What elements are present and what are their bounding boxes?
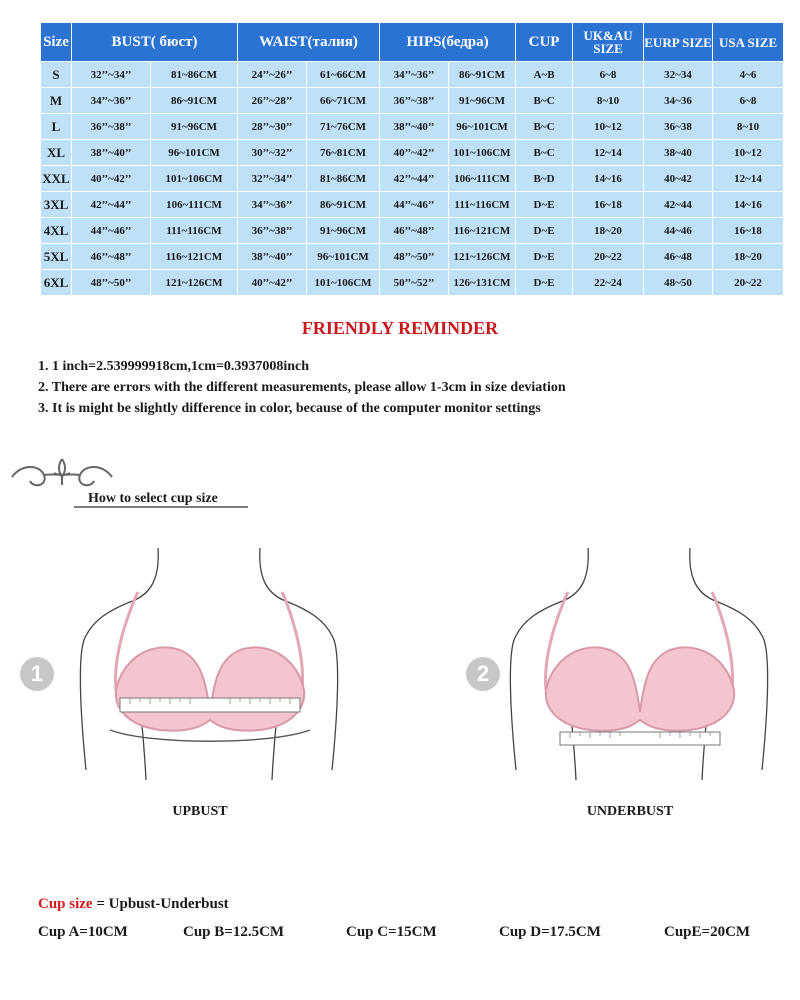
table-row [41, 166, 783, 191]
size-chart-table [40, 22, 784, 296]
table-cell: 86~91CM [307, 192, 379, 217]
table-cell: 42’’~44’’ [72, 192, 150, 217]
table-cell: 36’’~38’’ [380, 88, 448, 113]
table-cell: 91~96CM [151, 114, 237, 139]
table-cell: 81~86CM [307, 166, 379, 191]
table-cell: 36’’~38’’ [238, 218, 306, 243]
table-cell: 12~14 [573, 140, 643, 165]
reminder-note: 1. 1 inch=2.539999918cm,1cm=0.3937008inch [38, 359, 310, 374]
table-cell: 44’’~46’’ [72, 218, 150, 243]
reminder-notes [38, 356, 566, 419]
table-cell: 12~14 [713, 166, 783, 191]
table-cell: B~C [516, 88, 572, 113]
table-cell: 30’’~32’’ [238, 140, 306, 165]
table-cell: 44~46 [644, 218, 712, 243]
table-cell: 42’’~44’’ [380, 166, 448, 191]
size-cell: 5XL [41, 244, 71, 269]
table-cell: 44’’~46’’ [380, 192, 448, 217]
size-chart-header-row [41, 23, 783, 61]
table-cell: 48’’~50’’ [72, 270, 150, 295]
table-cell: D~E [516, 270, 572, 295]
column-header: BUST( бюст) [72, 23, 237, 61]
size-cell: XL [41, 140, 71, 165]
size-cell: M [41, 88, 71, 113]
table-cell: 48~50 [644, 270, 712, 295]
table-cell: 14~16 [713, 192, 783, 217]
table-cell: B~D [516, 166, 572, 191]
size-cell: 4XL [41, 218, 71, 243]
column-header: CUP [516, 23, 572, 61]
cup-size-item: Cup A=10CM [38, 924, 128, 940]
cup-size-item: Cup D=17.5CM [499, 924, 601, 940]
cup-size-formula [38, 896, 229, 913]
table-cell: B~C [516, 140, 572, 165]
table-cell: 10~12 [713, 140, 783, 165]
table-row [41, 192, 783, 217]
table-cell: 20~22 [713, 270, 783, 295]
table-cell: 116~121CM [449, 218, 515, 243]
table-cell: 26’’~28’’ [238, 88, 306, 113]
table-cell: 32~34 [644, 62, 712, 87]
size-cell: L [41, 114, 71, 139]
table-cell: D~E [516, 218, 572, 243]
table-cell: 38’’~40’’ [72, 140, 150, 165]
cup-size-item: Cup B=12.5CM [183, 924, 285, 940]
size-cell: 3XL [41, 192, 71, 217]
table-cell: 34’’~36’’ [238, 192, 306, 217]
table-cell: 126~131CM [449, 270, 515, 295]
step-1-badge: 1 [20, 657, 54, 691]
table-cell: 40’’~42’’ [238, 270, 306, 295]
table-cell: 106~111CM [151, 192, 237, 217]
table-cell: 36~38 [644, 114, 712, 139]
cup-size-highlight: Cup size [38, 896, 93, 912]
table-row [41, 114, 783, 139]
table-cell: B~C [516, 114, 572, 139]
table-cell: 101~106CM [151, 166, 237, 191]
table-cell: 40~42 [644, 166, 712, 191]
table-cell: 38’’~40’’ [238, 244, 306, 269]
table-cell: 32’’~34’’ [238, 166, 306, 191]
table-cell: 38’’~40’’ [380, 114, 448, 139]
table-cell: 32’’~34’’ [72, 62, 150, 87]
table-cell: 42~44 [644, 192, 712, 217]
table-cell: 36’’~38’’ [72, 114, 150, 139]
column-header: EURP SIZE [644, 23, 712, 61]
table-cell: 38~40 [644, 140, 712, 165]
table-cell: 101~106CM [307, 270, 379, 295]
column-header: WAIST(талия) [238, 23, 379, 61]
table-cell: 8~10 [713, 114, 783, 139]
table-cell: 24’’~26’’ [238, 62, 306, 87]
table-cell: 76~81CM [307, 140, 379, 165]
cup-size-formula-text: = Upbust-Underbust [92, 896, 229, 912]
cup-size-guide-heading: How to select cup size [88, 491, 218, 506]
table-cell: 81~86CM [151, 62, 237, 87]
cup-size-list [0, 924, 800, 946]
table-cell: 91~96CM [307, 218, 379, 243]
reminder-note: 2. There are errors with the different measurements, please allow 1-3cm in size deviation [38, 380, 566, 395]
table-cell: 40’’~42’’ [72, 166, 150, 191]
table-row [41, 218, 783, 243]
table-cell: 71~76CM [307, 114, 379, 139]
column-header: Size [41, 23, 71, 61]
table-cell: D~E [516, 192, 572, 217]
table-cell: 22~24 [573, 270, 643, 295]
table-cell: D~E [516, 244, 572, 269]
table-cell: 116~121CM [151, 244, 237, 269]
table-cell: 34’’~36’’ [72, 88, 150, 113]
table-cell: 8~10 [573, 88, 643, 113]
table-row [41, 140, 783, 165]
upbust-label: UPBUST [172, 804, 228, 819]
table-cell: 66~71CM [307, 88, 379, 113]
decorative-flourish-icon [4, 455, 254, 525]
table-cell: 96~101CM [307, 244, 379, 269]
table-cell: 106~111CM [449, 166, 515, 191]
table-cell: 46’’~48’’ [380, 218, 448, 243]
table-row [41, 62, 783, 87]
size-cell: 6XL [41, 270, 71, 295]
cup-size-item: CupE=20CM [664, 924, 751, 940]
table-cell: 86~91CM [449, 62, 515, 87]
table-cell: 34’’~36’’ [380, 62, 448, 87]
table-cell: 121~126CM [449, 244, 515, 269]
table-cell: 28’’~30’’ [238, 114, 306, 139]
reminder-note: 3. It is might be slightly difference in color, because of the computer monitor settings [38, 401, 541, 416]
table-cell: 4~6 [713, 62, 783, 87]
table-cell: 18~20 [573, 218, 643, 243]
column-header: UK&AU SIZE [573, 23, 643, 61]
table-cell: 121~126CM [151, 270, 237, 295]
table-row [41, 244, 783, 269]
table-cell: 10~12 [573, 114, 643, 139]
table-cell: 40’’~42’’ [380, 140, 448, 165]
table-cell: 18~20 [713, 244, 783, 269]
table-row [41, 270, 783, 295]
upbust-illustration [50, 540, 370, 790]
table-cell: 111~116CM [151, 218, 237, 243]
table-cell: 16~18 [713, 218, 783, 243]
table-cell: 96~101CM [449, 114, 515, 139]
size-cell: XXL [41, 166, 71, 191]
table-cell: 50’’~52’’ [380, 270, 448, 295]
table-cell: 101~106CM [449, 140, 515, 165]
friendly-reminder-title: FRIENDLY REMINDER [301, 318, 499, 338]
underbust-label: UNDERBUST [586, 804, 674, 819]
table-cell: 48’’~50’’ [380, 244, 448, 269]
cup-size-item: Cup C=15CM [346, 924, 437, 940]
step-2-badge: 2 [466, 657, 500, 691]
table-cell: A~B [516, 62, 572, 87]
table-cell: 96~101CM [151, 140, 237, 165]
table-cell: 61~66CM [307, 62, 379, 87]
table-cell: 111~116CM [449, 192, 515, 217]
table-cell: 46’’~48’’ [72, 244, 150, 269]
table-row [41, 88, 783, 113]
table-cell: 20~22 [573, 244, 643, 269]
size-cell: S [41, 62, 71, 87]
table-cell: 14~16 [573, 166, 643, 191]
table-cell: 91~96CM [449, 88, 515, 113]
column-header: HIPS(бедра) [380, 23, 515, 61]
table-cell: 16~18 [573, 192, 643, 217]
size-chart-body [41, 62, 783, 295]
table-cell: 6~8 [713, 88, 783, 113]
table-cell: 6~8 [573, 62, 643, 87]
table-cell: 34~36 [644, 88, 712, 113]
table-cell: 46~48 [644, 244, 712, 269]
underbust-illustration [480, 540, 800, 790]
column-header: USA SIZE [713, 23, 783, 61]
table-cell: 86~91CM [151, 88, 237, 113]
